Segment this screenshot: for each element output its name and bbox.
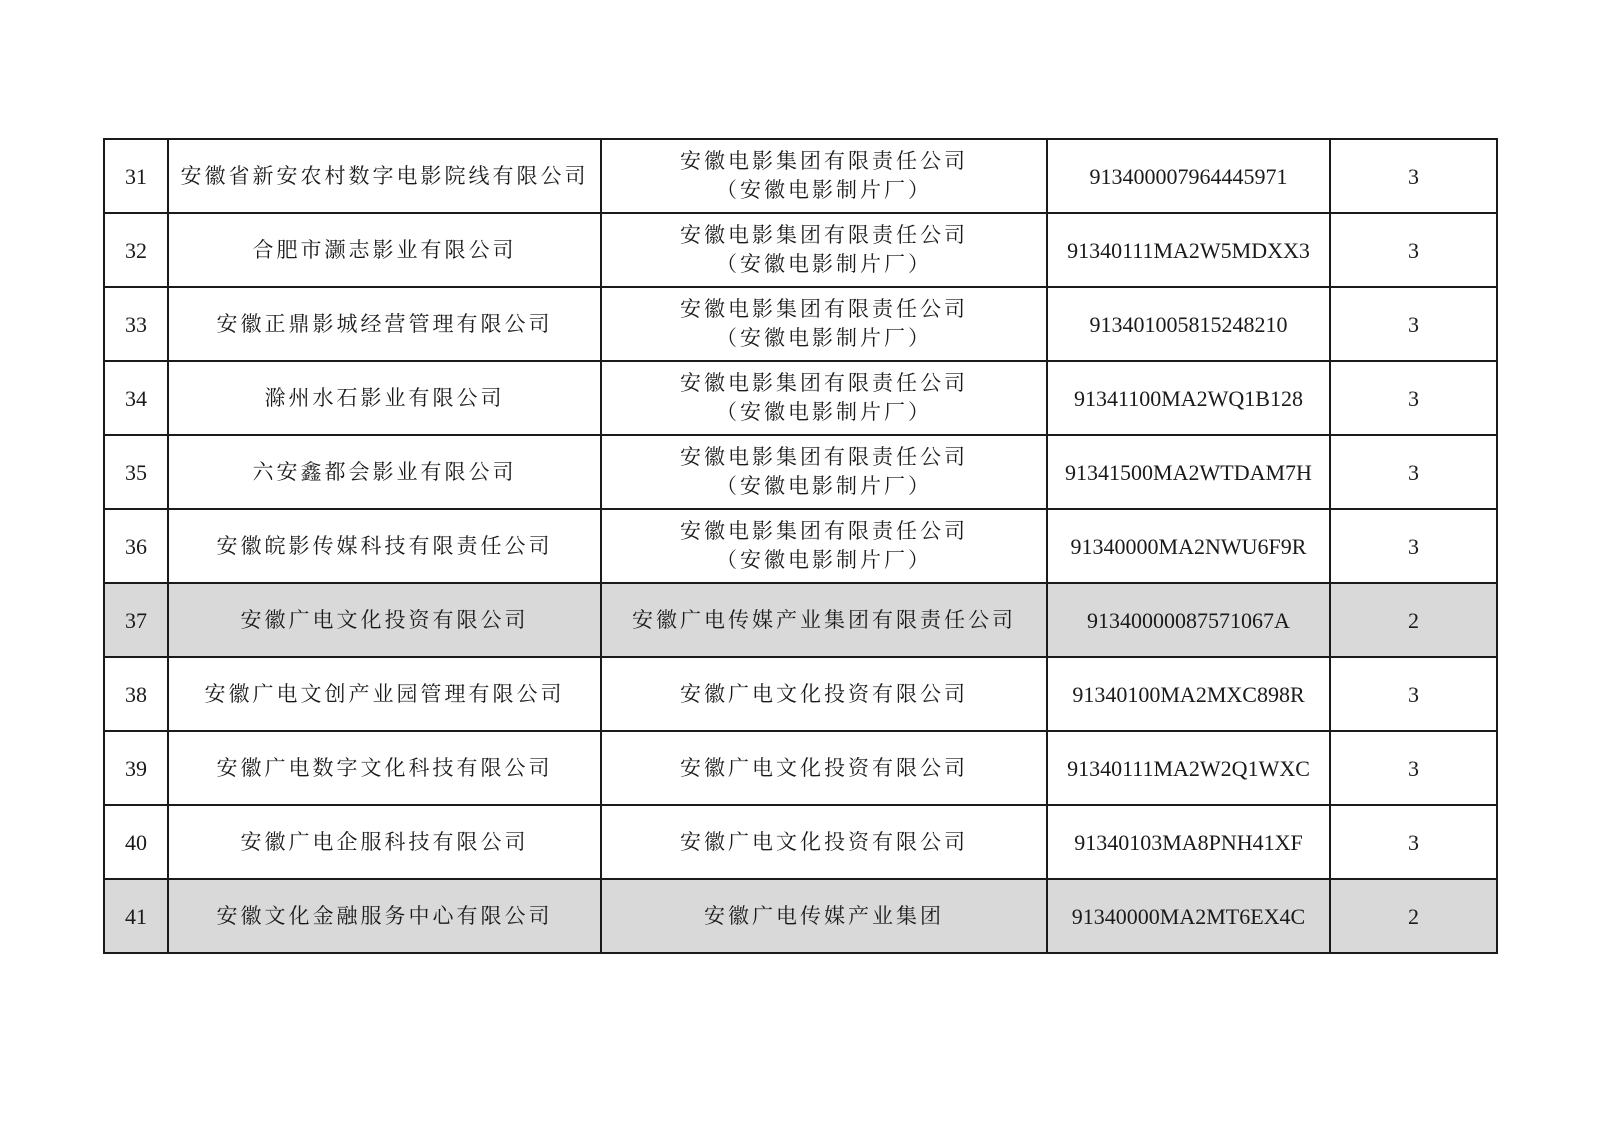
level-cell: 3 (1330, 213, 1497, 287)
credit-code-cell: 91340100MA2MXC898R (1047, 657, 1330, 731)
level-cell: 3 (1330, 805, 1497, 879)
level-cell: 3 (1330, 361, 1497, 435)
company-name-cell: 安徽皖影传媒科技有限责任公司 (168, 509, 601, 583)
row-number-cell: 37 (104, 583, 168, 657)
parent-company-line1: 安徽广电传媒产业集团有限责任公司 (632, 607, 1016, 632)
table-row (104, 509, 1497, 583)
row-number-cell: 32 (104, 213, 168, 287)
company-name-cell: 安徽正鼎影城经营管理有限公司 (168, 287, 601, 361)
parent-company-line2: （安徽电影制片厂） (716, 474, 932, 498)
level-cell: 3 (1330, 509, 1497, 583)
level-cell: 3 (1330, 139, 1497, 213)
level-cell: 2 (1330, 583, 1497, 657)
credit-code-cell: 91341500MA2WTDAM7H (1047, 435, 1330, 509)
parent-company-cell (601, 583, 1047, 657)
table-row (104, 287, 1497, 361)
row-number-cell: 33 (104, 287, 168, 361)
parent-company-cell (601, 805, 1047, 879)
parent-company-cell (601, 657, 1047, 731)
parent-company-line1: 安徽电影集团有限责任公司 (680, 149, 968, 173)
row-number-cell: 31 (104, 139, 168, 213)
company-name-cell: 安徽广电数字文化科技有限公司 (168, 731, 601, 805)
level-cell: 3 (1330, 657, 1497, 731)
table-row (104, 213, 1497, 287)
credit-code-cell: 91340000MA2NWU6F9R (1047, 509, 1330, 583)
company-table-container (103, 138, 1496, 954)
parent-company-line2: （安徽电影制片厂） (716, 400, 932, 424)
parent-company-line1: 安徽电影集团有限责任公司 (680, 223, 968, 247)
parent-company-cell (601, 287, 1047, 361)
company-name-cell: 合肥市灏志影业有限公司 (168, 213, 601, 287)
parent-company-line1: 安徽广电文化投资有限公司 (680, 681, 968, 706)
parent-company-line2: （安徽电影制片厂） (716, 326, 932, 350)
parent-company-line1: 安徽广电传媒产业集团 (704, 903, 944, 928)
company-name-cell: 安徽文化金融服务中心有限公司 (168, 879, 601, 953)
parent-company-line2: （安徽电影制片厂） (716, 548, 932, 572)
company-name-cell: 安徽广电文创产业园管理有限公司 (168, 657, 601, 731)
parent-company-line2: （安徽电影制片厂） (716, 252, 932, 276)
table-row (104, 657, 1497, 731)
parent-company-cell (601, 731, 1047, 805)
company-name-cell: 安徽广电企服科技有限公司 (168, 805, 601, 879)
table-row (104, 805, 1497, 879)
credit-code-cell: 913401005815248210 (1047, 287, 1330, 361)
company-name-cell: 滁州水石影业有限公司 (168, 361, 601, 435)
parent-company-line1: 安徽广电文化投资有限公司 (680, 755, 968, 780)
credit-code-cell: 913400007964445971 (1047, 139, 1330, 213)
parent-company-line1: 安徽电影集团有限责任公司 (680, 519, 968, 543)
parent-company-line1: 安徽广电文化投资有限公司 (680, 829, 968, 854)
credit-code-cell: 91340103MA8PNH41XF (1047, 805, 1330, 879)
company-name-cell: 安徽广电文化投资有限公司 (168, 583, 601, 657)
table-row (104, 583, 1497, 657)
table-row (104, 879, 1497, 953)
level-cell: 3 (1330, 731, 1497, 805)
credit-code-cell: 91340000087571067A (1047, 583, 1330, 657)
parent-company-line1: 安徽电影集团有限责任公司 (680, 371, 968, 395)
row-number-cell: 34 (104, 361, 168, 435)
parent-company-cell (601, 509, 1047, 583)
credit-code-cell: 91340111MA2W5MDXX3 (1047, 213, 1330, 287)
parent-company-cell (601, 139, 1047, 213)
table-row (104, 361, 1497, 435)
level-cell: 3 (1330, 435, 1497, 509)
credit-code-cell: 91340000MA2MT6EX4C (1047, 879, 1330, 953)
table-row (104, 731, 1497, 805)
level-cell: 2 (1330, 879, 1497, 953)
parent-company-cell (601, 435, 1047, 509)
credit-code-cell: 91341100MA2WQ1B128 (1047, 361, 1330, 435)
row-number-cell: 39 (104, 731, 168, 805)
parent-company-cell (601, 879, 1047, 953)
parent-company-line1: 安徽电影集团有限责任公司 (680, 445, 968, 469)
parent-company-cell (601, 361, 1047, 435)
company-table (103, 138, 1498, 954)
table-row (104, 435, 1497, 509)
credit-code-cell: 91340111MA2W2Q1WXC (1047, 731, 1330, 805)
company-name-cell: 安徽省新安农村数字电影院线有限公司 (168, 139, 601, 213)
table-body (104, 139, 1497, 953)
table-row (104, 139, 1497, 213)
row-number-cell: 36 (104, 509, 168, 583)
parent-company-line2: （安徽电影制片厂） (716, 178, 932, 202)
parent-company-line1: 安徽电影集团有限责任公司 (680, 297, 968, 321)
row-number-cell: 41 (104, 879, 168, 953)
row-number-cell: 40 (104, 805, 168, 879)
parent-company-cell (601, 213, 1047, 287)
row-number-cell: 35 (104, 435, 168, 509)
row-number-cell: 38 (104, 657, 168, 731)
company-name-cell: 六安鑫都会影业有限公司 (168, 435, 601, 509)
level-cell: 3 (1330, 287, 1497, 361)
